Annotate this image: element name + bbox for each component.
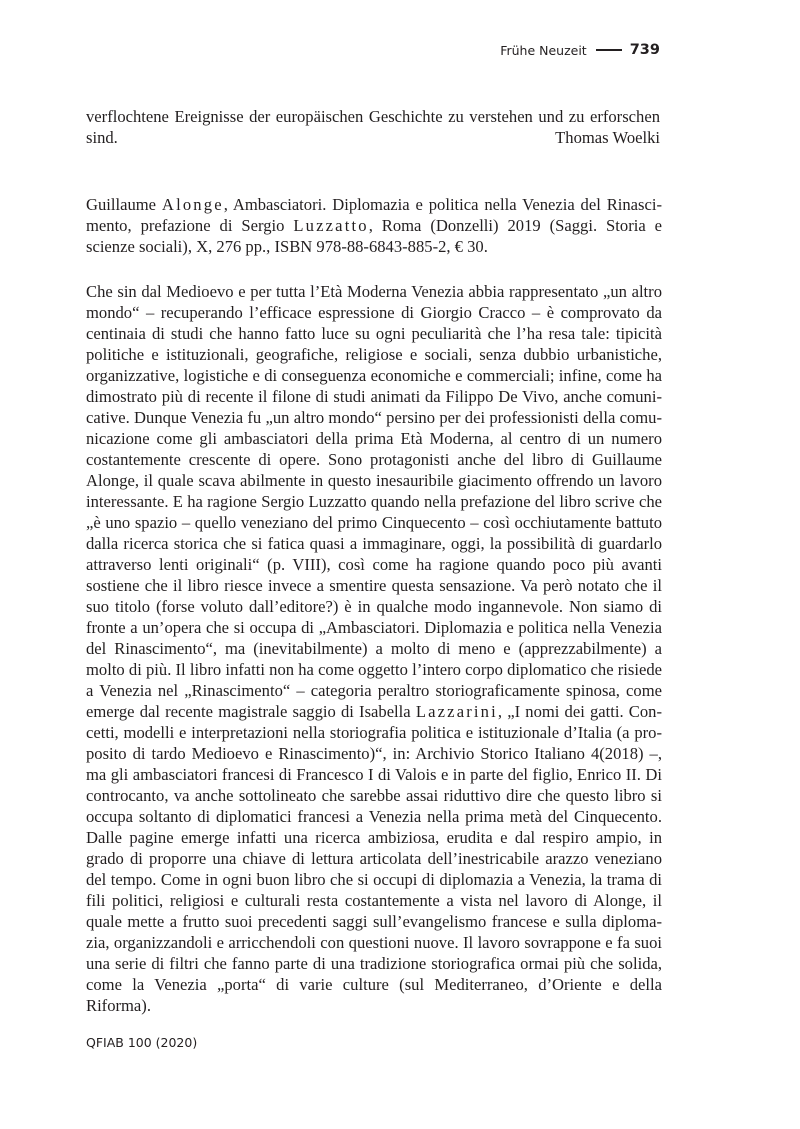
cited-author-surname: Lazzarini bbox=[415, 702, 498, 721]
review-body bbox=[86, 281, 662, 1016]
body-text-2: , „I nomi dei gatti. Concetti, modelli e interpretazioni nella storiografia politica e istituzionale d’Italia (a proposito di tardo Medioevo e Rinascimento)“, in: Archivio Storico Italiano 4(2018) –, ma gli ambasciatori francesi di Francesco I di Valois e in parte del figlio, Enrico II. Di controcanto, va anche sottolineato che sarebbe assai riduttivo dire che questo libro si occupa soltanto di diplomatici francesi a Venezia nella prima metà del Cinquecento. Dalle pagine emerge infatti una ricerca ambiziosa, erudita e dal respiro ampio, in grado di proporre una chiave di lettura articolata dell’inestricabile arazzo veneziano del tempo. Come in ogni buon libro che si occupi di diplomazia a Venezia, la trama di fili politici, religiosi e culturali resta costantemente a vista nel lavoro di Alonge, il quale mette a frutto suoi precedenti saggi sull’evangelismo francese e sulla diplomazia, organizzandoli e arricchendoli con questioni nuove. Il lavoro sovrappone e fa suoi una serie di filtri che fanno parte di una tradizione storiografica ormai più che solida, come la Venezia „porta“ di varie culture (sul Mediterraneo, d’Oriente e della Riforma). bbox=[86, 702, 662, 1015]
body-text-1: Che sin dal Medioevo e per tutta l’Età Moderna Venezia abbia rappresentato „un altro mondo“ – recuperando l’efficace espressione di Giorgio Cracco – è comprovato da centinaia di studi che hanno fatto luce su ogni peculiarità che l’ha resa tale: tipicità politiche e istituzionali, geografiche, religiose e sociali, senza dubbio urbanistiche, organizzative, logistiche e di conseguenza economiche e commerciali; infine, come ha dimostrato più di recente il filone di studi animati da Filippo De Vivo, anche comunicative. Dunque Venezia fu „un altro mondo“ persino per dei professionisti della comunicazione come gli ambasciatori della prima Età Moderna, al centro di un numero costantemente crescente di opere. Sono protagonisti anche del libro di Guillaume Alonge, il quale scava abilmente in questo inesauribile giacimento offrendo un lavoro interessante. E ha ragione Sergio Luzzatto quando nella prefazione del libro scrive che „è uno spazio – quello veneziano del primo Cinquecento – così occhiutamente battuto dalla ricerca storica che si fatica quasi a immaginare, oggi, la possibilità di guardarlo attraverso lenti originali“ (p. VIII), così come ha ragione quando poco più avanti sostiene che il libro riesce invece a smentire questa sensazione. Va però notato che il suo titolo (forse voluto dall’editore?) è in qualche modo ingannevole. Non siamo di fronte a un’opera che si occupa di „Ambasciatori. Diplomazia e politica nella Venezia del Rinascimento“, ma (inevitabilmente) a molto di meno e (apprezzabilmente) a molto di più. Il libro infatti non ha come oggetto l’intero corpo diplomatico che risiede a Venezia nel „Rinascimento“ – categoria peraltro storiograficamente spinosa, come emerge dal recente magistrale saggio di Isabella bbox=[86, 282, 662, 721]
page-number: 739 bbox=[629, 42, 660, 58]
header-rule bbox=[596, 49, 622, 51]
author-surname: Alonge bbox=[161, 195, 224, 214]
journal-footer: QFIAB 100 (2020) bbox=[86, 1035, 198, 1050]
previous-review-ending bbox=[86, 106, 660, 148]
reviewer-name: Thomas Woelki bbox=[555, 128, 660, 147]
bib-text-2: , Roma (Donzelli) 2019 (Saggi. Storia e scienze sociali), X, 276 pp., ISBN 978-88-6843-885-2, € 30. bbox=[86, 216, 663, 256]
editor-surname: Luzzatto bbox=[293, 216, 369, 235]
running-header bbox=[500, 42, 660, 58]
bib-text-1: , Ambasciatori. Diplomazia e politica nella Venezia del Rinascimento, prefazione di Sergio bbox=[86, 195, 662, 235]
previous-review-last-line bbox=[86, 127, 660, 148]
previous-review-line: verflochtene Ereignisse der europäischen Geschichte zu verstehen und zu erforschen bbox=[86, 107, 660, 126]
bibliographic-entry bbox=[86, 194, 662, 257]
previous-review-tail: sind. bbox=[86, 128, 118, 147]
author-first-name: Guillaume bbox=[86, 195, 157, 214]
section-title: Frühe Neuzeit bbox=[500, 42, 587, 58]
